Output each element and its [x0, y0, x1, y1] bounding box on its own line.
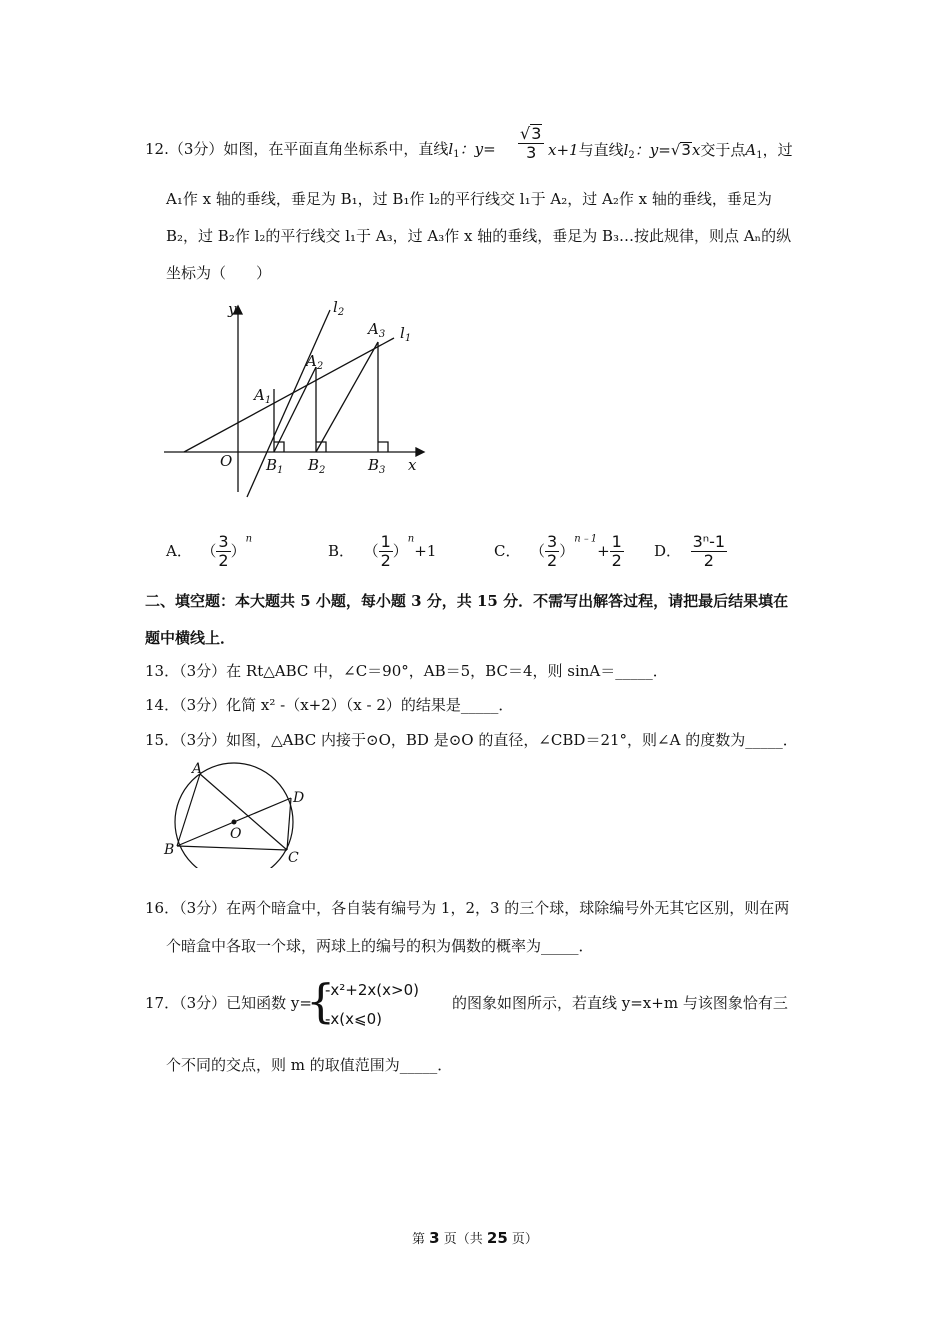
- fig-l2-label: [333, 298, 344, 318]
- q12-text-a: 如图，在平面直角坐标系中，直线: [223, 140, 449, 158]
- l2-sub: 2: [628, 150, 635, 161]
- choice-d-frac: [691, 533, 728, 570]
- choice-c-den: 2: [547, 551, 558, 570]
- choice-d-label: D．: [654, 542, 682, 560]
- fig-b3-sub: 3: [379, 465, 386, 476]
- q12-colon-y2: ：y=: [634, 141, 671, 159]
- x-arrow: [416, 448, 424, 456]
- line-l1: [184, 338, 394, 452]
- choice-c-frac2: [610, 533, 624, 570]
- choice-b-tail: +1: [414, 542, 437, 560]
- footer-page: 3: [429, 1229, 440, 1247]
- q12-text-c: 交于点: [700, 141, 746, 159]
- section2-line1: 二、填空题：本大题共 5 小题，每小题 3 分，共 15 分．不需写出解答过程，请把最后结果填在: [145, 592, 789, 610]
- q17-suffix: 的图象如图所示，若直线 y=x+m 与该图象恰有三: [452, 994, 788, 1012]
- q12-line1-b: [548, 142, 793, 161]
- choice-c-num2: 1: [611, 532, 622, 551]
- fig-b1-sub: 1: [277, 465, 284, 476]
- choice-c-lp: （: [530, 542, 546, 560]
- q12-number: 12.: [145, 140, 169, 158]
- q12-line1: [145, 142, 496, 160]
- footer-total: 25: [486, 1229, 508, 1247]
- footer-mid: 页（共: [443, 1232, 483, 1247]
- choice-c-num: 3: [547, 532, 558, 551]
- footer-pre: 第: [412, 1232, 426, 1247]
- sqrt-val: 3: [681, 141, 691, 159]
- choice-b-den: 2: [380, 551, 391, 570]
- fig-l1: l: [400, 324, 405, 342]
- figure-15: [160, 758, 320, 868]
- q17-prefix: 17．（3分）已知函数 y=: [145, 994, 312, 1012]
- choice-d-num: 3ⁿ-1: [692, 532, 726, 551]
- fig-a1-sub: 1: [264, 395, 272, 406]
- fig15-b: B: [164, 842, 175, 858]
- choice-b-rp: ）: [392, 542, 408, 560]
- fig-l2: l: [333, 298, 338, 316]
- choice-b-num: 1: [380, 532, 391, 551]
- right-angle-b1: [274, 442, 284, 452]
- choice-c-label: C．: [494, 542, 521, 560]
- choice-d: [654, 533, 727, 570]
- section2-line2: 题中横线上．: [145, 629, 236, 647]
- fig-b1-label: [265, 456, 283, 476]
- q16-line2: 个暗盒中各取一个球，两球上的编号的积为偶数的概率为_____．: [166, 937, 594, 955]
- figure-12: [150, 292, 430, 502]
- l2-label: l: [623, 141, 629, 159]
- choice-a-exp: n: [245, 533, 253, 545]
- choice-a-label: A．: [166, 542, 192, 560]
- choice-a-num: 3: [218, 532, 229, 551]
- y-label: y: [228, 300, 237, 318]
- seg-ac: [200, 774, 287, 850]
- fig-b2-label: [307, 456, 325, 476]
- fig-a1: A: [254, 386, 265, 404]
- q12-line2: A₁作 x 轴的垂线，垂足为 B₁，过 B₁作 l₂的平行线交 l₁于 A₂，过 A₂作 x 轴的垂线，垂足为: [166, 190, 772, 208]
- after-sqrt: x: [691, 141, 701, 159]
- fig-b2-sub: 2: [319, 465, 326, 476]
- b1-a2: [274, 367, 316, 452]
- x-label: x: [408, 456, 417, 474]
- choice-c-frac: [545, 533, 559, 570]
- circle-o: [175, 763, 293, 868]
- center-dot: [232, 820, 237, 825]
- choice-c-exp: n﹣1: [574, 533, 598, 545]
- fig15-d: D: [293, 790, 305, 806]
- q17-line2: 个不同的交点，则 m 的取值范围为_____．: [166, 1056, 453, 1074]
- choice-a-frac: [216, 533, 230, 570]
- page-footer: [412, 1231, 538, 1246]
- choice-c: [494, 533, 624, 570]
- choice-d-den: 2: [703, 551, 714, 570]
- q12-score: （3分）: [168, 140, 224, 158]
- fig15-a: A: [192, 761, 203, 777]
- fig-a2-label: [304, 352, 323, 372]
- fig-b3: B: [368, 456, 380, 474]
- fig-l1-label: [400, 324, 411, 344]
- origin-label: O: [220, 452, 233, 470]
- choice-b-frac: [379, 533, 393, 570]
- choice-a-rp: ）: [230, 542, 246, 560]
- b2-a3: [316, 342, 378, 452]
- frac-num: √3: [518, 124, 544, 144]
- after-frac: x+1: [548, 141, 579, 159]
- fig-a3-sub: 3: [378, 329, 386, 340]
- q15: 15．（3分）如图，△ABC 内接于⊙O，BD 是⊙O 的直径，∠CBD＝21°，则∠A 的度数为_____．: [145, 731, 798, 749]
- choice-a: [166, 533, 252, 573]
- q17-brace: {: [306, 974, 336, 1028]
- frac-sqrt3-over-3: [518, 124, 544, 162]
- choice-c-den2: 2: [611, 551, 622, 570]
- q17-case1: -x²+2x(x>0): [325, 981, 419, 999]
- fig-a2-sub: 2: [316, 361, 324, 372]
- right-angle-b3: [378, 442, 388, 452]
- fig-b3-label: [367, 456, 385, 476]
- fig15-c: C: [288, 850, 299, 866]
- choice-b: [328, 533, 436, 570]
- fig-b1: B: [266, 456, 278, 474]
- choice-a-den: 2: [218, 551, 229, 570]
- q12-text-d: ，过: [762, 141, 793, 159]
- a1-sub: 1: [756, 150, 763, 161]
- choice-a-lp: （: [201, 542, 217, 560]
- a1-label: A: [745, 141, 757, 159]
- q16-line1: 16．（3分）在两个暗盒中，各自装有编号为 1，2，3 的三个球，球除编号外无其它区别，则在两: [145, 899, 790, 917]
- sqrt-sign: √: [670, 141, 681, 159]
- footer-post: 页）: [511, 1232, 538, 1247]
- q13: 13．（3分）在 Rt△ABC 中，∠C＝90°，AB＝5，BC＝4，则 sinA＝_____．: [145, 662, 668, 680]
- fig-l1-sub: 1: [404, 333, 412, 344]
- choice-b-exp: n: [407, 533, 415, 545]
- fig-a3: A: [368, 320, 379, 338]
- seg-bc: [177, 846, 287, 850]
- sqrt-num: 3: [531, 124, 542, 143]
- l1-label: l: [448, 140, 454, 158]
- choice-c-rp: ）: [559, 542, 575, 560]
- q12-text-b: 与直线: [578, 141, 624, 159]
- choice-c-plus: +: [597, 542, 610, 560]
- fig-l2-sub: 2: [337, 307, 345, 318]
- q17-case2: -x(x⩽0): [325, 1010, 382, 1028]
- fig-a2: A: [306, 352, 317, 370]
- choice-b-lp: （: [363, 542, 379, 560]
- q12-line3: B₂，过 B₂作 l₂的平行线交 l₁于 A₃，过 A₃作 x 轴的垂线，垂足为 B₃…按此规律，则点 Aₙ的纵: [166, 227, 792, 245]
- fig-b2: B: [308, 456, 320, 474]
- frac-den: 3: [526, 143, 537, 162]
- q12-fraction: [518, 124, 544, 162]
- q12-colon-y: ：y=: [459, 140, 496, 158]
- fig-a1-label: [252, 386, 271, 406]
- fig-a3-label: [366, 320, 385, 340]
- q14: 14．（3分）化简 x² -（x+2）（x - 2）的结果是_____．: [145, 696, 514, 714]
- q12-line4: 坐标为（ ）: [166, 264, 272, 282]
- choice-b-label: B．: [328, 542, 355, 560]
- fig15-o: O: [230, 826, 242, 842]
- l1-sub: 1: [453, 149, 460, 160]
